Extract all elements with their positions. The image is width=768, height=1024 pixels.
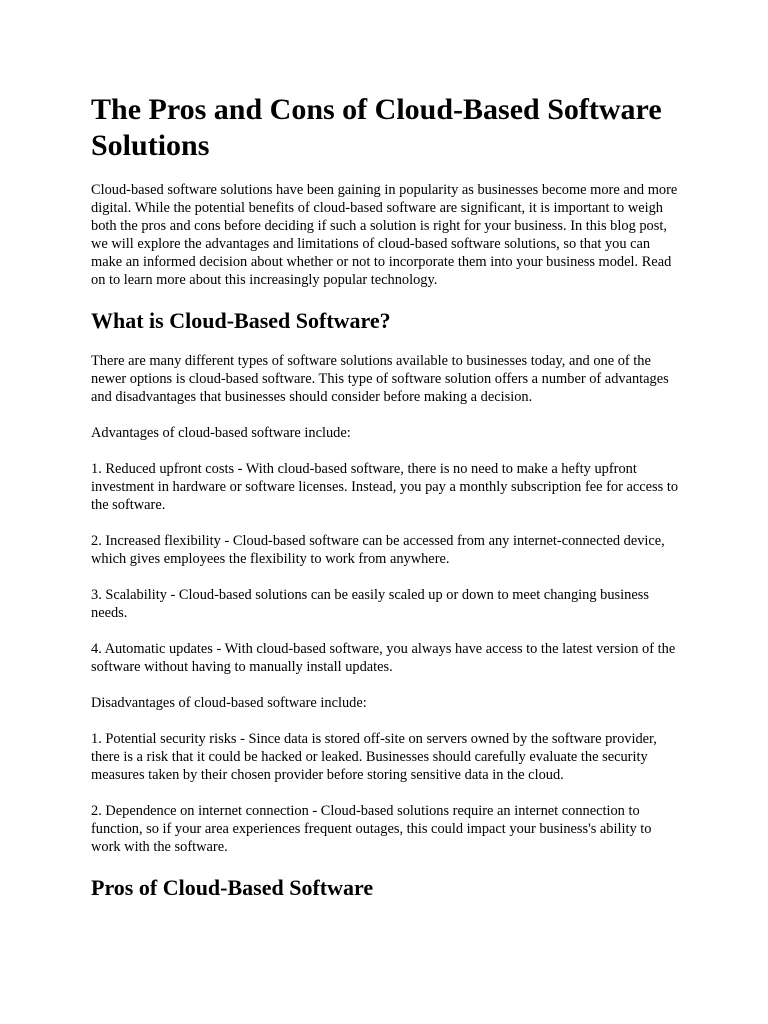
disadvantage-item: 2. Dependence on internet connection - Cloud-based solutions require an internet connection to function, so if your area experiences frequent outages, this could impact your business's ability to work with the software. xyxy=(91,803,652,855)
section-heading-what-is: What is Cloud-Based Software? xyxy=(91,308,391,333)
disadvantages-intro: Disadvantages of cloud-based software include: xyxy=(91,695,367,711)
section-paragraph: There are many different types of software solutions available to businesses today, and one of the newer options is cloud-based software. This type of software solution offers a number of advantages and disadvantages that businesses should consider before making a decision. xyxy=(91,353,669,405)
advantage-item: 1. Reduced upfront costs - With cloud-based software, there is no need to make a hefty upfront investment in hardware or software licenses. Instead, you pay a monthly subscription fee for access to the software. xyxy=(91,461,679,513)
advantage-item: 2. Increased flexibility - Cloud-based software can be accessed from any internet-connected device, which gives employees the flexibility to work from anywhere. xyxy=(91,533,665,567)
advantage-item: 3. Scalability - Cloud-based solutions can be easily scaled up or down to meet changing business needs. xyxy=(91,587,649,621)
article-title: The Pros and Cons of Cloud-Based Software Solutions xyxy=(91,93,662,162)
advantages-intro: Advantages of cloud-based software include: xyxy=(91,425,351,441)
disadvantage-item: 1. Potential security risks - Since data is stored off-site on servers owned by the software provider, there is a risk that it could be hacked or leaked. Businesses should carefully evaluate the security measures taken by their chosen provider before storing sensitive data in the cloud. xyxy=(91,731,657,783)
advantage-item: 4. Automatic updates - With cloud-based software, you always have access to the latest version of the software without having to manually install updates. xyxy=(91,641,676,675)
section-heading-pros: Pros of Cloud-Based Software xyxy=(91,875,374,900)
intro-paragraph: Cloud-based software solutions have been gaining in popularity as businesses become more and more digital. While the potential benefits of cloud-based software are significant, it is important to weigh both the pros and cons before deciding if such a solution is right for your business. In this blog post, we will explore the advantages and limitations of cloud-based software solutions, so that you can make an informed decision about whether or not to incorporate them into your business model. Read on to learn more about this increasingly popular technology. xyxy=(91,182,678,288)
